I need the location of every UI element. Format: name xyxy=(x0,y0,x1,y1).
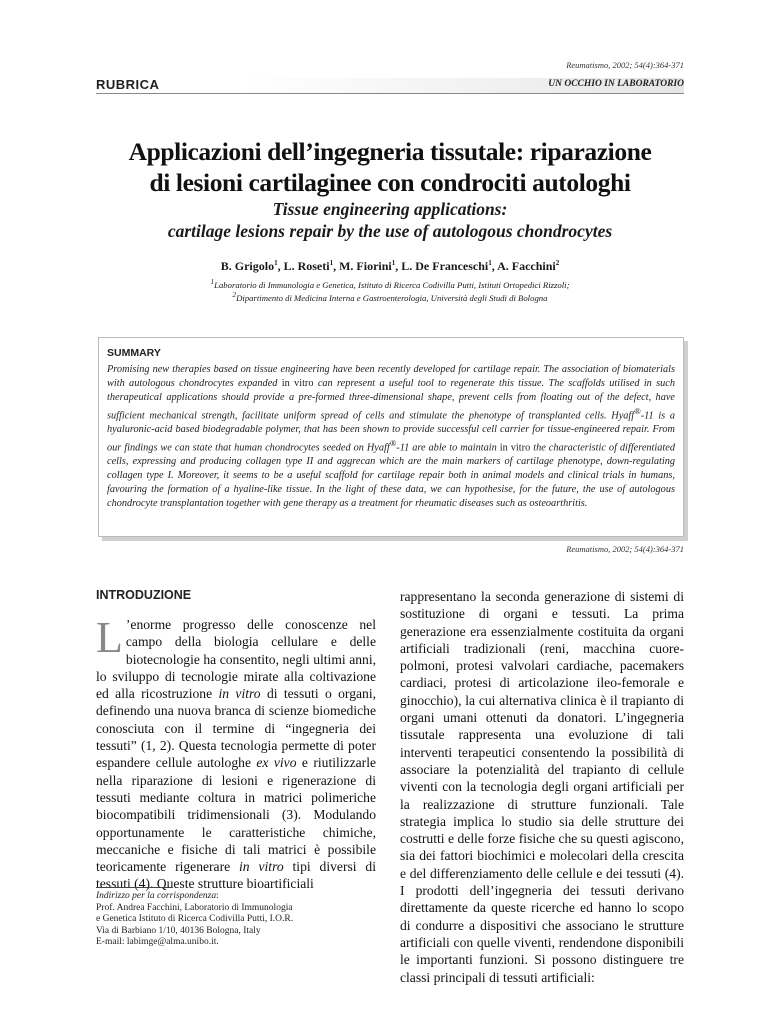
author-aff-mark: 1 xyxy=(329,259,334,267)
footnote-email: E-mail: labimge@alma.unibo.it. xyxy=(96,937,219,948)
rubrica-label: RUBRICA xyxy=(96,77,160,92)
footnote-heading: Indirizzo per la corrispondenza xyxy=(96,891,217,901)
left-column xyxy=(96,588,376,893)
author: A. Facchini xyxy=(497,259,556,273)
summary-text: Promising new therapies based on tissue engineering have been recently developed for cartilage repair. The association of biomaterials with autologous chondrocytes expanded in vitro can represent a useful tool to regenerate this tissue. The scaffolds utilised in such therapeutical applications should provide a pre-formed three-dimensional shape, prevent cells from floating out of the defect, have sufficient mechanical strength, facilitate uniform spread of cells and stimulate the phenotype of transplanted cells. Hyaff®-11 is a hyaluronic-acid based biodegradable polymer, that has been shown to provide successful cell carrier for tissue-engineered repair. From our findings we can state that human chondrocytes seeded on Hyaff®-11 are able to maintain in vitro the characteristic of differentiated cells, expressing and producing collagen type II and aggrecan which are the main markers of cartilage phenotype, down-regulating collagen type I. Moreover, it seems to be a useful scaffold for cartilage repair both in animal models and clinical trials in humans, favouring the formation of a hyaline-like tissue. In the light of these data, we can hypothesise, for the future, the use of autologous chondrocyte transplantation together with gene therapy as a treatment for rheumatic diseases such as osteoarthritis. xyxy=(107,364,676,509)
intro-heading: INTRODUZIONE xyxy=(96,588,192,602)
intro-paragraph-right: rappresentano la seconda generazione di sistemi di sostituzione di organi e tessuti. La prima generazione era essenzialmente costituita da organi artificiali tradizionali (reni, macchina cuore-polmoni, protesi valvolari cardiache, pacemakers cardiaci, protesi di articolazione ileo-femorale e ginocchio), la cui alternativa clinica è il trapianto di organi umani ottenuti da donatori. L’ingegneria tissutale rappresenta una evoluzione di tali interventi terapeutici consentendo la possibilità di associare la potenzialità del trapianto di cellule viventi con la tecnologia degli organi artificiali per la realizzazione di strutture funzionali. Tale strategia implica lo studio sia delle strutture dei costrutti e delle forze fisiche che su questi agiscono, sia dei fattori biochimici e molecolari della crescita e del differenziamento delle cellule e dei tessuti (4). I prodotti dell’ingegneria dei tessuti derivano direttamente da queste ricerche ed hanno lo scopo di condurre a dispositivi che associano le strutture artificiali con quelle viventi, rendendone disponibili le importanti funzioni. Si possono distinguere tre classi principali di tessuti artificiali: xyxy=(400,589,684,985)
aff-number: 2 xyxy=(232,291,237,299)
subtitle-line-2: cartilage lesions repair by the use of autologous chondrocytes xyxy=(167,221,613,241)
author-aff-mark: 1 xyxy=(274,259,278,267)
title-line-1: Applicazioni dell’ingegneria tissutale: riparazione xyxy=(128,137,652,166)
aff-text: Laboratorio di Immunologia e Genetica, Istituto di Ricerca Codivilla Putti, Istituti Ortopedici Rizzoli; xyxy=(214,279,570,290)
section-tag: UN OCCHIO IN LABORATORIO xyxy=(548,79,684,89)
title-line-2: di lesioni cartilaginee con condrociti autologhi xyxy=(149,168,631,197)
author: B. Grigolo xyxy=(220,259,275,273)
author: L. Roseti xyxy=(283,259,330,273)
affiliation-2 xyxy=(96,289,684,304)
right-column xyxy=(400,588,684,986)
drop-cap: L xyxy=(96,613,123,662)
author: M. Fiorini xyxy=(339,259,392,273)
author-list: B. Grigolo$^1$, L. Roseti$^1$, M. Fiorini$^1$, L. De Franceschi$^1$, A. Facchini$^2$ xyxy=(220,259,560,273)
footnote-line: Prof. Andrea Facchini, Laboratorio di Immunologia xyxy=(96,902,293,913)
footnote-rule xyxy=(96,887,172,888)
aff-number: 1 xyxy=(210,278,215,286)
author: L. De Franceschi xyxy=(401,259,489,273)
summary-heading: SUMMARY xyxy=(107,347,161,359)
aff-text: Dipartimento di Medicina Interna e Gastroenterologia, Università degli Studi di Bologna xyxy=(236,292,548,303)
correspondence-footnote: Indirizzo per la corrispondenza: Prof. Andrea Facchini, Laboratorio di Immunologia e Genetica Istituto di Ricerca Codivilla Putti, I.O.R. Via di Barbiano 1/10, 40136 Bologna, Italy E-mail: labimge@alma.unibo.it. xyxy=(96,891,386,949)
article-title xyxy=(96,136,684,198)
subtitle-line-1: Tissue engineering applications: xyxy=(272,199,508,219)
section-header-bar xyxy=(96,75,684,94)
author-aff-mark: 1 xyxy=(391,259,396,267)
journal-citation-bottom: Reumatismo, 2002; 54(4):364-371 xyxy=(566,544,684,554)
author-aff-mark: 1 xyxy=(488,259,492,267)
summary-box xyxy=(98,337,684,537)
footnote-line: e Genetica Istituto di Ricerca Codivilla Putti, I.O.R. xyxy=(96,914,294,925)
intro-paragraph-left: L ’enorme progresso delle conoscenze nel campo della biologia cellulare e delle biotecnologie ha consentito, negli ultimi anni, lo sviluppo di tecnologie mirate alla coltivazione ed alla ricostruzione in vitro di tessuti o organi, definendo una nuova branca di scienze biomediche conosciuta con il termine di “ingegneria dei tessuti” (1, 2). Questa tecnologia permette di poter espandere cellule autologhe ex vivo e riutilizzarle nella riparazione di lesioni e rigenerazione di tessuti mediante coltura in matrici polimeriche biocompatibili tridimensionali (3). Modulando opportunamente le caratteristiche chimiche, meccaniche e fisiche di tali matrici è possibile teoricamente rigenerare in vitro tipi diversi di tessuti (4). Queste strutture bioartificiali xyxy=(96,613,377,892)
footnote-line: Via di Barbiano 1/10, 40136 Bologna, Italy xyxy=(96,925,261,936)
journal-citation-top: Reumatismo, 2002; 54(4):364-371 xyxy=(566,60,684,70)
article-subtitle xyxy=(96,198,684,242)
author-aff-mark: 2 xyxy=(555,259,560,267)
